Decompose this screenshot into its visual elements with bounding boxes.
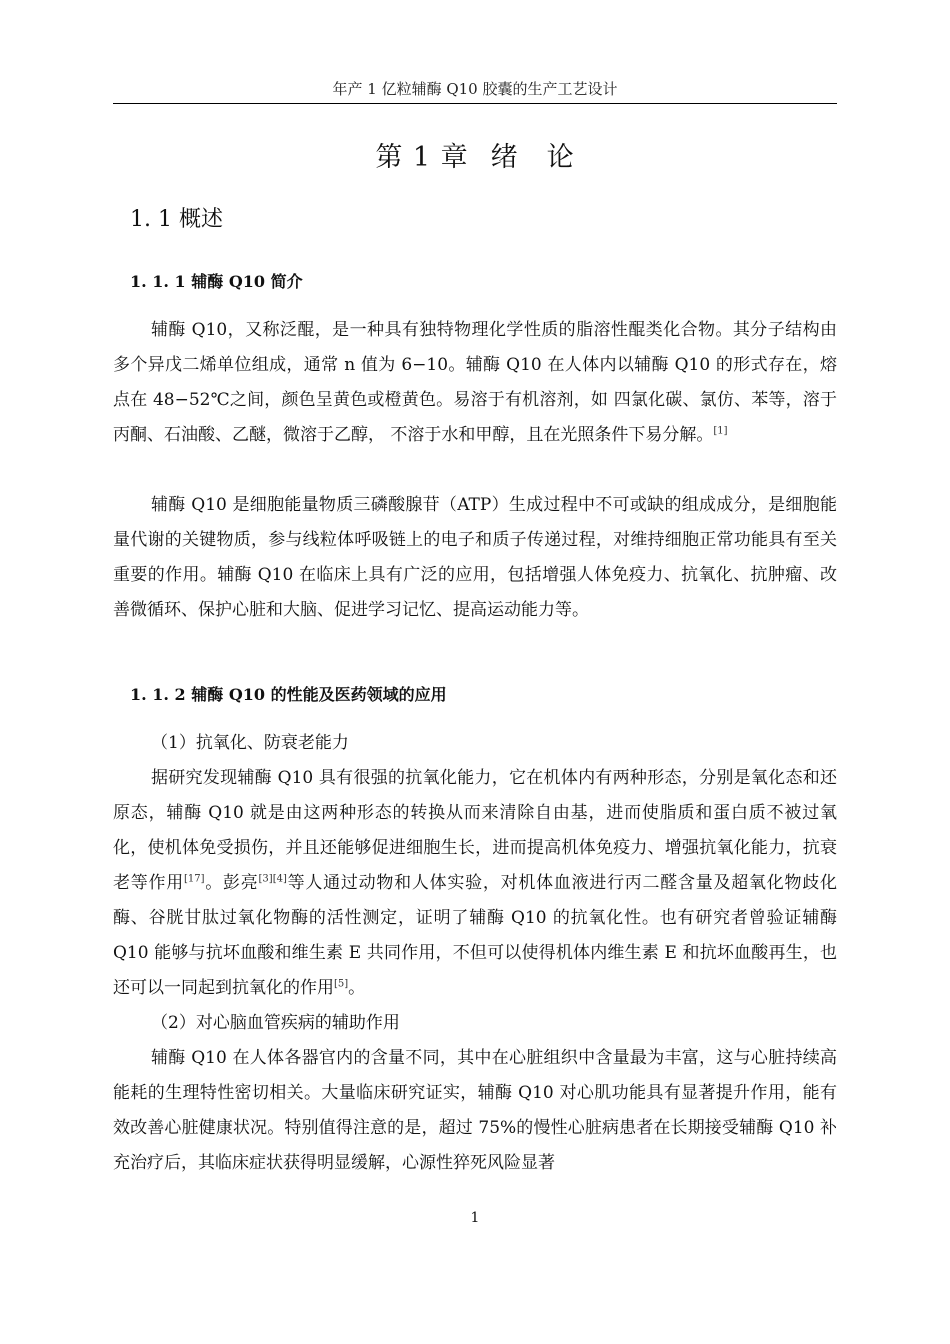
paragraph-coq10-intro bbox=[113, 313, 837, 453]
paragraph-text: 。 bbox=[348, 978, 366, 998]
header-rule bbox=[113, 103, 837, 104]
chapter-name: 绪 论 bbox=[490, 142, 575, 173]
chapter-number: 第 1 章 bbox=[375, 142, 469, 173]
section-heading-1-1: 1. 1 概述 bbox=[130, 207, 223, 232]
chapter-title bbox=[113, 140, 837, 176]
section-heading-1-1-1: 1. 1. 1 辅酶 Q10 简介 bbox=[130, 272, 303, 291]
citation: [17] bbox=[184, 873, 205, 885]
paragraph-text: 据研究发现辅酶 Q10 具有很强的抗氧化能力，它在机体内有两种形态，分别是氧化态和还原态，辅酶 Q10 就是由这两种形态的转换从而来清除自由基，进而使脂质和蛋白质不被过氧化，使机体免受损伤，并且还能够促进细胞生长，进而提高机体免疫力、增强抗氧化能力，抗衰老等作用 bbox=[113, 768, 837, 893]
paragraph-antioxidant bbox=[113, 761, 837, 1006]
citation: [3][4] bbox=[258, 873, 287, 885]
citation: [1] bbox=[713, 425, 728, 437]
list-item-cardiovascular: （2）对心脑血管疾病的辅助作用 bbox=[151, 1013, 400, 1033]
paragraph-text: 。彭亮 bbox=[204, 873, 259, 893]
page-number: 1 bbox=[470, 1210, 480, 1226]
paragraph-text: 等人通过动物和人体实验，对机体血液进行丙二醛含量及超氧化物歧化酶、谷胱甘肽过氧化物酶的活性测定，证明了辅酶 Q10 的抗氧化性。也有研究者曾验证辅酶 Q10 能够与抗坏血酸和维生素 E 共同作用，不但可以使得机体内维生素 E 和抗坏血酸再生，也还可以一同起到抗氧化的作用 bbox=[113, 873, 838, 998]
citation: [5] bbox=[334, 978, 349, 990]
running-header: 年产 1 亿粒辅酶 Q10 胶囊的生产工艺设计 bbox=[332, 80, 618, 98]
paragraph-coq10-function: 辅酶 Q10 是细胞能量物质三磷酸腺苷（ATP）生成过程中不可或缺的组成成分，是细胞能量代谢的关键物质，参与线粒体呼吸链上的电子和质子传递过程，对维持细胞正常功能具有至关重要的作用。辅酶 Q10 在临床上具有广泛的应用，包括增强人体免疫力、抗氧化、抗肿瘤、改善微循环、保护心脏和大脑、促进学习记忆、提高运动能力等。 bbox=[113, 495, 837, 620]
section-heading-1-1-2: 1. 1. 2 辅酶 Q10 的性能及医药领域的应用 bbox=[130, 685, 447, 704]
paragraph-cardiovascular: 辅酶 Q10 在人体各器官内的含量不同，其中在心脏组织中含量最为丰富，这与心脏持续高能耗的生理特性密切相关。大量临床研究证实，辅酶 Q10 对心肌功能具有显著提升作用，能有效改善心脏健康状况。特别值得注意的是，超过 75%的慢性心脏病患者在长期接受辅酶 Q10 补充治疗后，其临床症状获得明显缓解，心源性猝死风险显著 bbox=[113, 1048, 837, 1173]
paragraph-text: 辅酶 Q10，又称泛醌，是一种具有独特物理化学性质的脂溶性醌类化合物。其分子结构由多个异戊二烯单位组成，通常 n 值为 6−10。辅酶 Q10 在人体内以辅酶 Q10 的形式存在，熔点在 48−52℃之间，颜色呈黄色或橙黄色。易溶于有机溶剂，如 四氯化碳、氯仿、苯等，溶于丙酮、石油酸、乙醚，微溶于乙醇， 不溶于水和甲醇，且在光照条件下易分解。 bbox=[113, 320, 837, 445]
list-item-antioxidant: （1）抗氧化、防衰老能力 bbox=[151, 733, 349, 753]
